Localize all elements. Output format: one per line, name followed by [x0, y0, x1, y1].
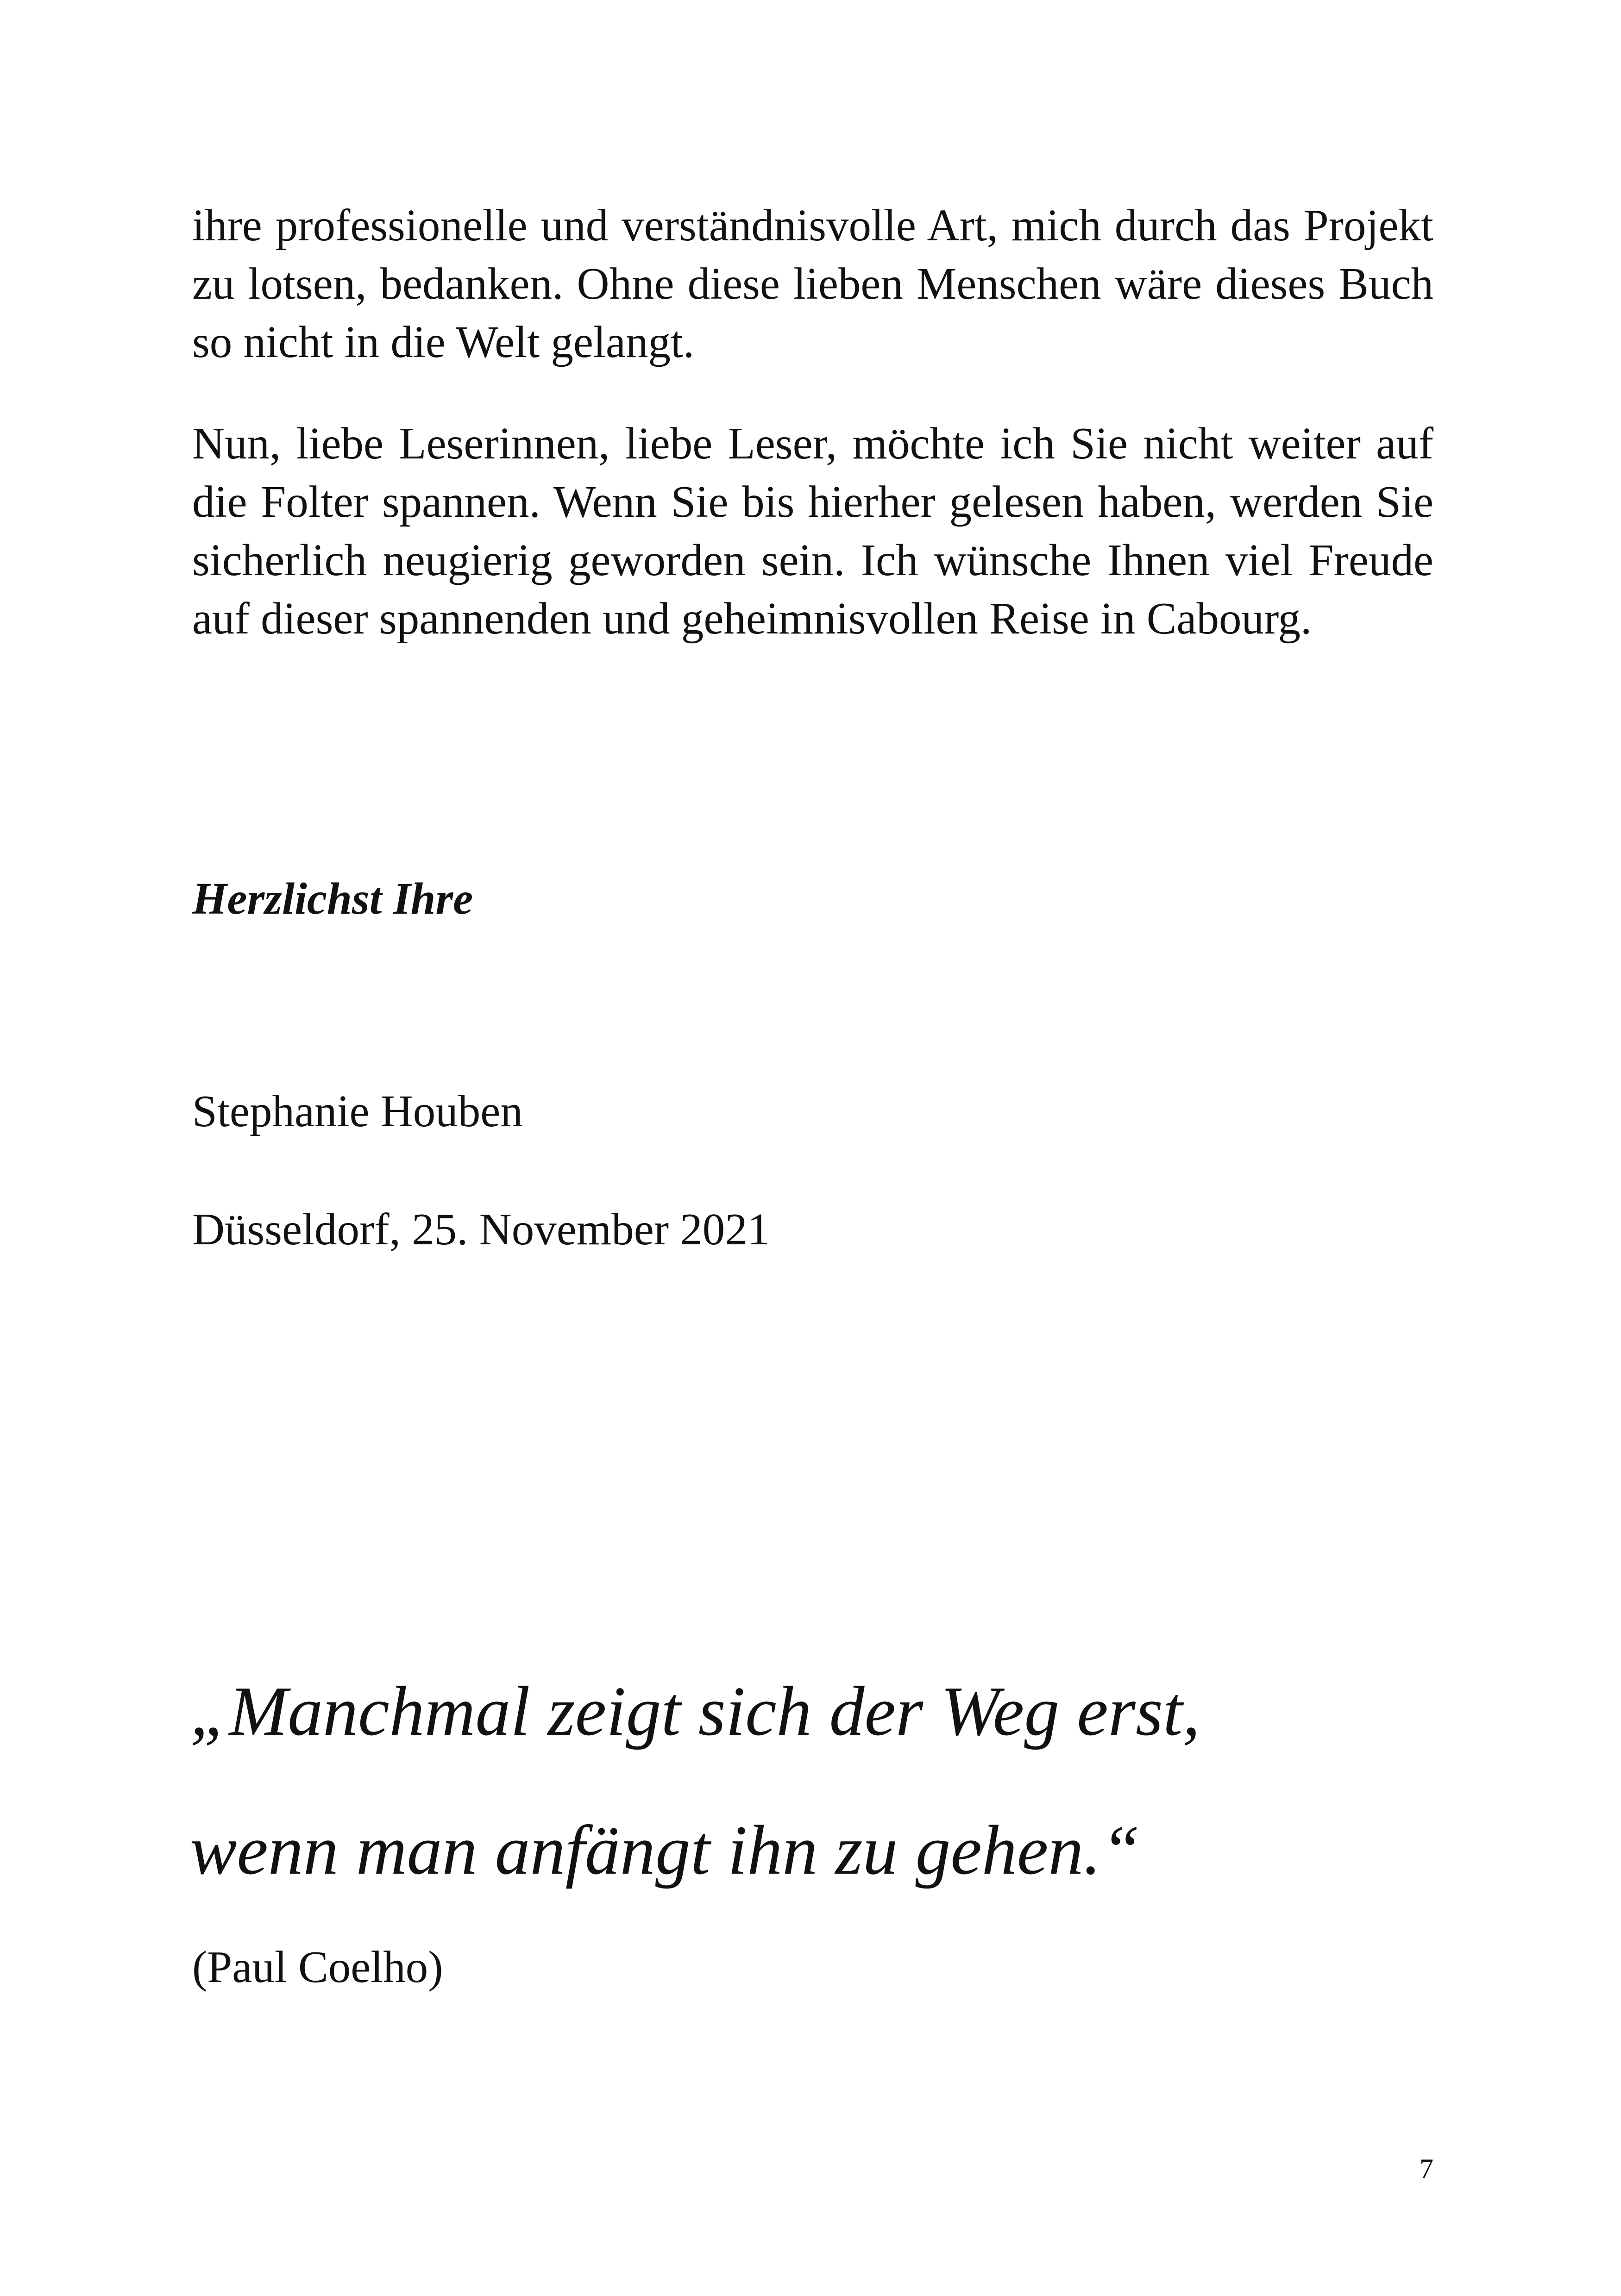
quote-line-1: „Manchmal zeigt sich der Weg erst, — [190, 1672, 1200, 1750]
place-and-date: Düsseldorf, 25. November 2021 — [192, 1204, 770, 1254]
author-name: Stephanie Houben — [192, 1086, 523, 1136]
quote-source: (Paul Coelho) — [192, 1942, 443, 1992]
paragraph-invitation: Nun, liebe Leserinnen, liebe Leser, möchte ich Sie nicht weiter auf die Folter spannen. Wenn Sie bis hierher gelesen haben, werden Sie sicherlich neugierig geworden sein. Ich wünsche Ihnen viel Freude auf dieser spannenden und geheimnisvollen Reise in Cabourg. — [192, 419, 1433, 643]
closing-salutation: Herzlichst Ihre — [192, 874, 473, 923]
paragraph-acknowledgement: ihre professionelle und verständnisvolle Art, mich durch das Projekt zu lotsen, bedanken. Ohne diese lieben Menschen wäre dieses Buch so nicht in die Welt gelangt. — [192, 201, 1433, 367]
page-number: 7 — [1420, 2153, 1433, 2184]
quote-line-2: wenn man anfängt ihn zu gehen.“ — [190, 1811, 1140, 1889]
